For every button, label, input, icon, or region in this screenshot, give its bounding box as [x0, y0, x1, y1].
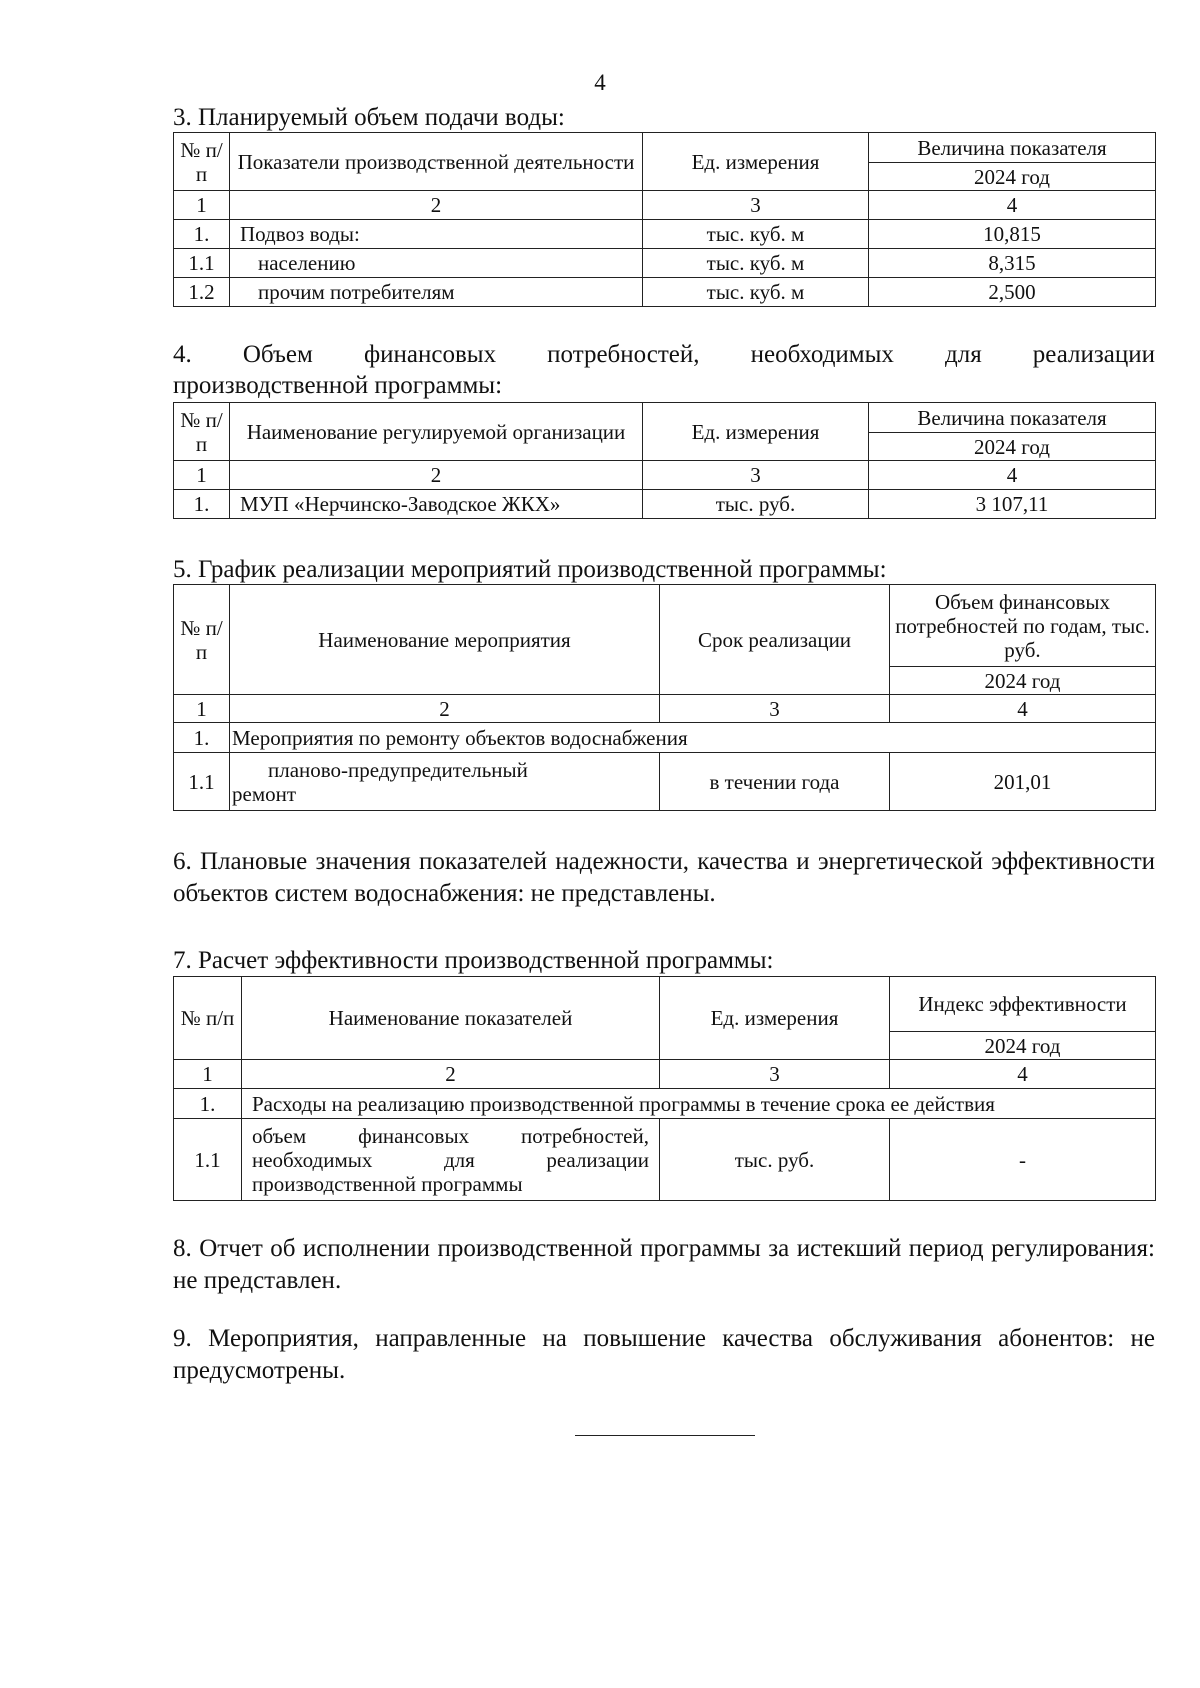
col-number: 3 — [660, 695, 890, 723]
section-3-title: 3. Планируемый объем подачи воды: — [173, 104, 565, 131]
row-unit: тыс. куб. м — [643, 249, 869, 278]
col-number: 1 — [174, 695, 230, 723]
row-unit: тыс. куб. м — [643, 278, 869, 307]
row-name: Подвоз воды: — [230, 220, 643, 249]
row-unit: тыс. руб. — [643, 490, 869, 519]
row-num: 1.1 — [174, 753, 230, 811]
header-year: 2024 год — [890, 1032, 1156, 1060]
row-value: 8,315 — [869, 249, 1156, 278]
group-num: 1. — [174, 723, 230, 753]
col-number: 3 — [643, 191, 869, 220]
col-number: 4 — [890, 695, 1156, 723]
section-9-text: 9. Мероприятия, направленные на повышение качества обслуживания абонентов: не предусмотрены. — [173, 1325, 1155, 1384]
row-unit: тыс. руб. — [660, 1119, 890, 1201]
section-6-text: 6. Плановые значения показателей надежности, качества и энергетической эффективности объектов систем водоснабжения: не представлены. — [173, 848, 1155, 907]
col-number: 3 — [660, 1060, 890, 1089]
row-name: населению — [230, 249, 643, 278]
row-value: 2,500 — [869, 278, 1156, 307]
header-unit: Ед. измерения — [643, 403, 869, 461]
header-year: 2024 год — [869, 163, 1156, 191]
col-number: 1 — [174, 191, 230, 220]
row-num: 1.1 — [174, 249, 230, 278]
col-number: 2 — [230, 191, 643, 220]
row-num: 1.1 — [174, 1119, 242, 1201]
row-name — [230, 753, 660, 811]
header-period: Срок реализации — [660, 585, 890, 695]
header-unit: Ед. измерения — [660, 977, 890, 1060]
header-volume: Объем финансовых потребностей по годам, тыс. руб. — [890, 585, 1156, 667]
row-name-line2: ремонт — [232, 781, 297, 806]
financial-needs-table — [173, 402, 1156, 519]
row-period: в течении года — [660, 753, 890, 811]
col-number: 3 — [643, 461, 869, 490]
col-number: 2 — [230, 695, 660, 723]
header-year: 2024 год — [869, 433, 1156, 461]
row-name: прочим потребителям — [230, 278, 643, 307]
schedule-table — [173, 584, 1156, 811]
water-supply-table — [173, 132, 1156, 307]
table-row — [174, 249, 1156, 278]
efficiency-table — [173, 976, 1156, 1201]
header-value: Величина показателя — [869, 403, 1156, 433]
header-num: № п/п — [174, 403, 230, 461]
col-number: 1 — [174, 1060, 242, 1089]
row-num: 1. — [174, 220, 230, 249]
row-num: 1. — [174, 490, 230, 519]
end-rule — [575, 1435, 755, 1436]
col-number: 4 — [869, 461, 1156, 490]
col-number: 2 — [230, 461, 643, 490]
section-4-title-line1: 4. Объем финансовых потребностей, необходимых для реализации — [173, 341, 1155, 368]
table-row — [174, 490, 1156, 519]
group-num: 1. — [174, 1089, 242, 1119]
section-4-title-line2: производственной программы: — [173, 372, 503, 399]
header-num: № п/п — [174, 133, 230, 191]
header-num: № п/п — [174, 585, 230, 695]
header-org: Наименование регулируемой организации — [230, 403, 643, 461]
col-number: 4 — [890, 1060, 1156, 1089]
section-7-title: 7. Расчет эффективности производственной программы: — [173, 947, 774, 974]
group-name: Мероприятия по ремонту объектов водоснабжения — [230, 723, 1156, 753]
page-number: 4 — [594, 70, 606, 95]
header-num: № п/п — [174, 977, 242, 1060]
header-name: Наименование мероприятия — [230, 585, 660, 695]
col-number: 2 — [242, 1060, 660, 1089]
col-number: 4 — [869, 191, 1156, 220]
table-row — [174, 278, 1156, 307]
group-name: Расходы на реализацию производственной программы в течение срока ее действия — [242, 1089, 1156, 1119]
table-row — [174, 1119, 1156, 1201]
row-unit: тыс. куб. м — [643, 220, 869, 249]
col-number: 1 — [174, 461, 230, 490]
section-8-text: 8. Отчет об исполнении производственной программы за истекший период регулирования: не представлен. — [173, 1235, 1155, 1294]
header-year: 2024 год — [890, 667, 1156, 695]
row-value: 10,815 — [869, 220, 1156, 249]
row-value: 3 107,11 — [869, 490, 1156, 519]
header-name: Наименование показателей — [242, 977, 660, 1060]
row-name: МУП «Нерчинско-Заводское ЖКХ» — [230, 490, 643, 519]
header-indicator: Показатели производственной деятельности — [230, 133, 643, 191]
row-value: - — [890, 1119, 1156, 1201]
row-name: объем финансовых потребностей, необходимых для реализации производственной программы — [242, 1119, 660, 1201]
header-index: Индекс эффективности — [890, 977, 1156, 1032]
table-row — [174, 753, 1156, 811]
group-row — [174, 723, 1156, 753]
header-value: Величина показателя — [869, 133, 1156, 163]
group-row — [174, 1089, 1156, 1119]
row-value: 201,01 — [890, 753, 1156, 811]
row-name-line1: планово-предупредительный — [268, 757, 528, 782]
table-row — [174, 220, 1156, 249]
header-unit: Ед. измерения — [643, 133, 869, 191]
row-num: 1.2 — [174, 278, 230, 307]
section-5-title: 5. График реализации мероприятий производственной программы: — [173, 556, 887, 583]
